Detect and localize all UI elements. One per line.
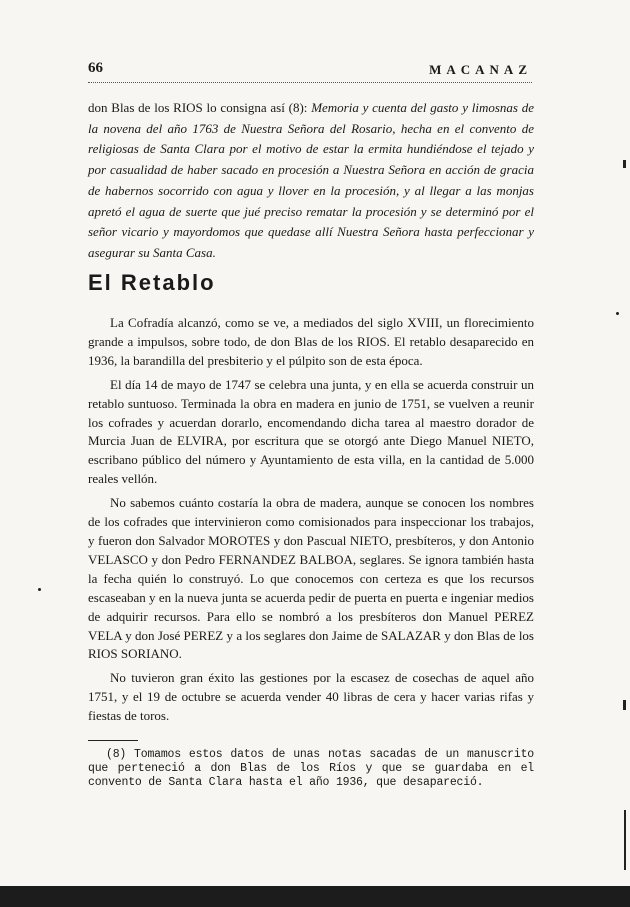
section-title: El Retablo [88,270,216,295]
page-header [88,60,532,84]
footnote: (8) Tomamos estos datos de unas notas sacadas de un manuscrito que perteneció a don Blas de los Ríos y que se guardaba en el convento de Santa Clara hasta el año 1936, que desapareció. [88,748,534,789]
paragraph: No sabemos cuánto costaría la obra de madera, aunque se conocen los nombres de los cofrades que intervinieron como comisionados para inspeccionar los trabajos, y fueron don Salvador MOROTES y don Pascual NIETO, presbíteros, y don Antonio VELASCO y don Pedro FERNANDEZ BALBOA, seglares. Se ignora también hasta la fecha quién lo construyó. Lo que conocemos con certeza es que los recursos escaseaban y en la nueva junta se acuerda pedir de puerta en puerta e ingeniar medios de adquirir recursos. Para ello se nombró a los presbíteros don Manuel PEREZ VELA y don José PEREZ y a los seglares don Jaime de SALAZAR y don Blas de los RIOS SORIANO. [88,495,534,662]
edge-mark [624,810,626,870]
edge-mark [623,700,626,710]
scan-speck [38,588,41,591]
edge-mark [623,160,626,168]
paragraph: El día 14 de mayo de 1747 se celebra una junta, y en ella se acuerda construir un retablo suntuoso. Terminada la obra en madera en junio de 1751, se vuelven a reunir los cofrades y acuerdan dorarlo, encomendando dicha tarea al maestro dorador de Murcia Juan de ELVIRA, por escritura que se otorgó ante Diego Manuel NIETO, escribano público del número y Ayuntamiento de esta villa, en la cantidad de 5.000 reales vellón. [88,376,534,487]
scan-bottom-border [0,886,630,907]
footnote-rule [88,740,138,741]
intro-quote: Memoria y cuenta del gasto y limosnas de la novena del año 1763 de Nuestra Señora del Rosario, hecha en el convento de religiosas de Santa Clara por el motivo de estar la ermita hundiéndose el tejado y por casualidad de haber sacado en procesión a Nuestra Señora en acción de gracia de habernos socorrido con agua y llover en la procesión, y al llegar a las monjas apretó el agua de suerte que jué preciso rematar la procesión y se determinó por el señor vicario y mayordomos que quedase allí Nuestra Señora hasta perfeccionar y asegurar su Santa Casa. [88,100,535,260]
intro-lead: don Blas de los RIOS lo consigna así (8): [88,100,308,115]
intro-quote-paragraph [88,98,534,264]
body-text [88,314,534,731]
paragraph: La Cofradía alcanzó, como se ve, a mediados del siglo XVIII, un florecimiento grande a impulsos, sobre todo, de don Blas de los RIOS. El retablo desaparecido en 1936, la barandilla del presbiterio y el púlpito son de esta época. [88,315,534,368]
paragraph: No tuvieron gran éxito las gestiones por la escasez de cosechas de aquel año 1751, y el 19 de octubre se acuerda vender 40 libras de cera y hacer varias rifas y fiestas de toros. [88,670,534,724]
page-number: 66 [88,60,103,76]
header-rule [88,82,532,83]
running-title: MACANAZ [429,62,532,77]
scan-speck [616,312,619,315]
